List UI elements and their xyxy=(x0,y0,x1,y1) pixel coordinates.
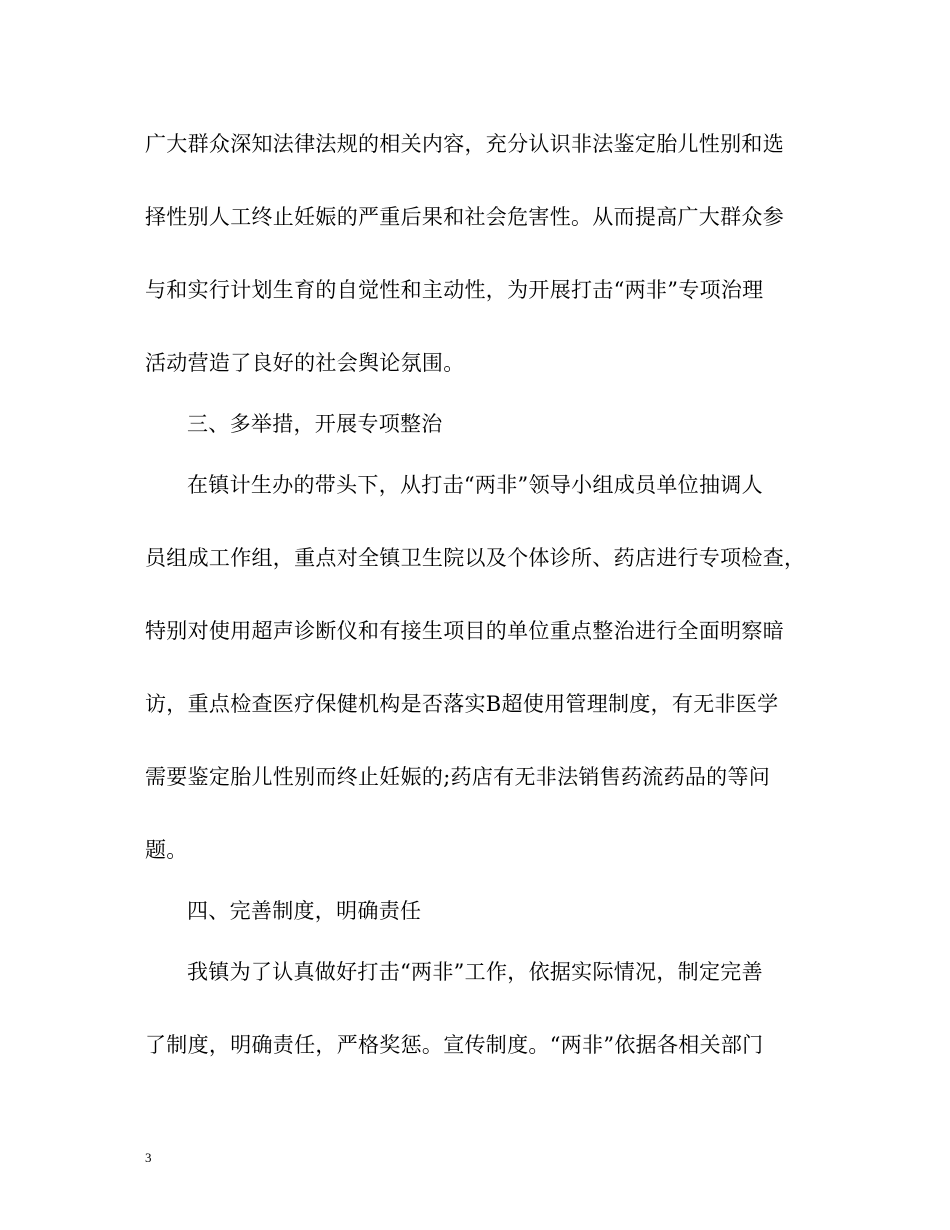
body-text-line: 特别对使用超声诊断仪和有接生项目的单位重点整治进行全面明察暗 xyxy=(145,619,784,643)
paragraph-start-line: 我镇为了认真做好打击“两非”工作，依据实际情况，制定完善 xyxy=(187,960,763,984)
body-text-line: 与和实行计划生育的自觉性和主动性，为开展打击“两非”专项治理 xyxy=(145,278,764,302)
section-heading-4: 四、完善制度，明确责任 xyxy=(187,899,422,923)
body-text-line: 访，重点检查医疗保健机构是否落实B超使用管理制度，有无非医学 xyxy=(145,692,779,716)
body-text-line: 员组成工作组，重点对全镇卫生院以及个体诊所、药店进行专项检查， xyxy=(145,546,806,570)
paragraph-start-line: 在镇计生办的带头下，从打击“两非”领导小组成员单位抽调人 xyxy=(187,473,763,497)
page-number: 3 xyxy=(145,1150,152,1165)
body-text-line: 了制度，明确责任，严格奖惩。宣传制度。“两非”依据各相关部门 xyxy=(145,1033,764,1057)
body-text-line: 广大群众深知法律法规的相关内容，充分认识非法鉴定胎儿性别和选 xyxy=(145,132,784,156)
section-heading-3: 三、多举措，开展专项整治 xyxy=(187,412,443,436)
body-text-line: 活动营造了良好的社会舆论氛围。 xyxy=(145,351,465,375)
body-text-line: 需要鉴定胎儿性别而终止妊娠的;药店有无非法销售药流药品的等问 xyxy=(145,765,771,789)
body-text-line: 题。 xyxy=(145,838,188,862)
body-text-line: 择性别人工终止妊娠的严重后果和社会危害性。从而提高广大群众参 xyxy=(145,205,784,229)
